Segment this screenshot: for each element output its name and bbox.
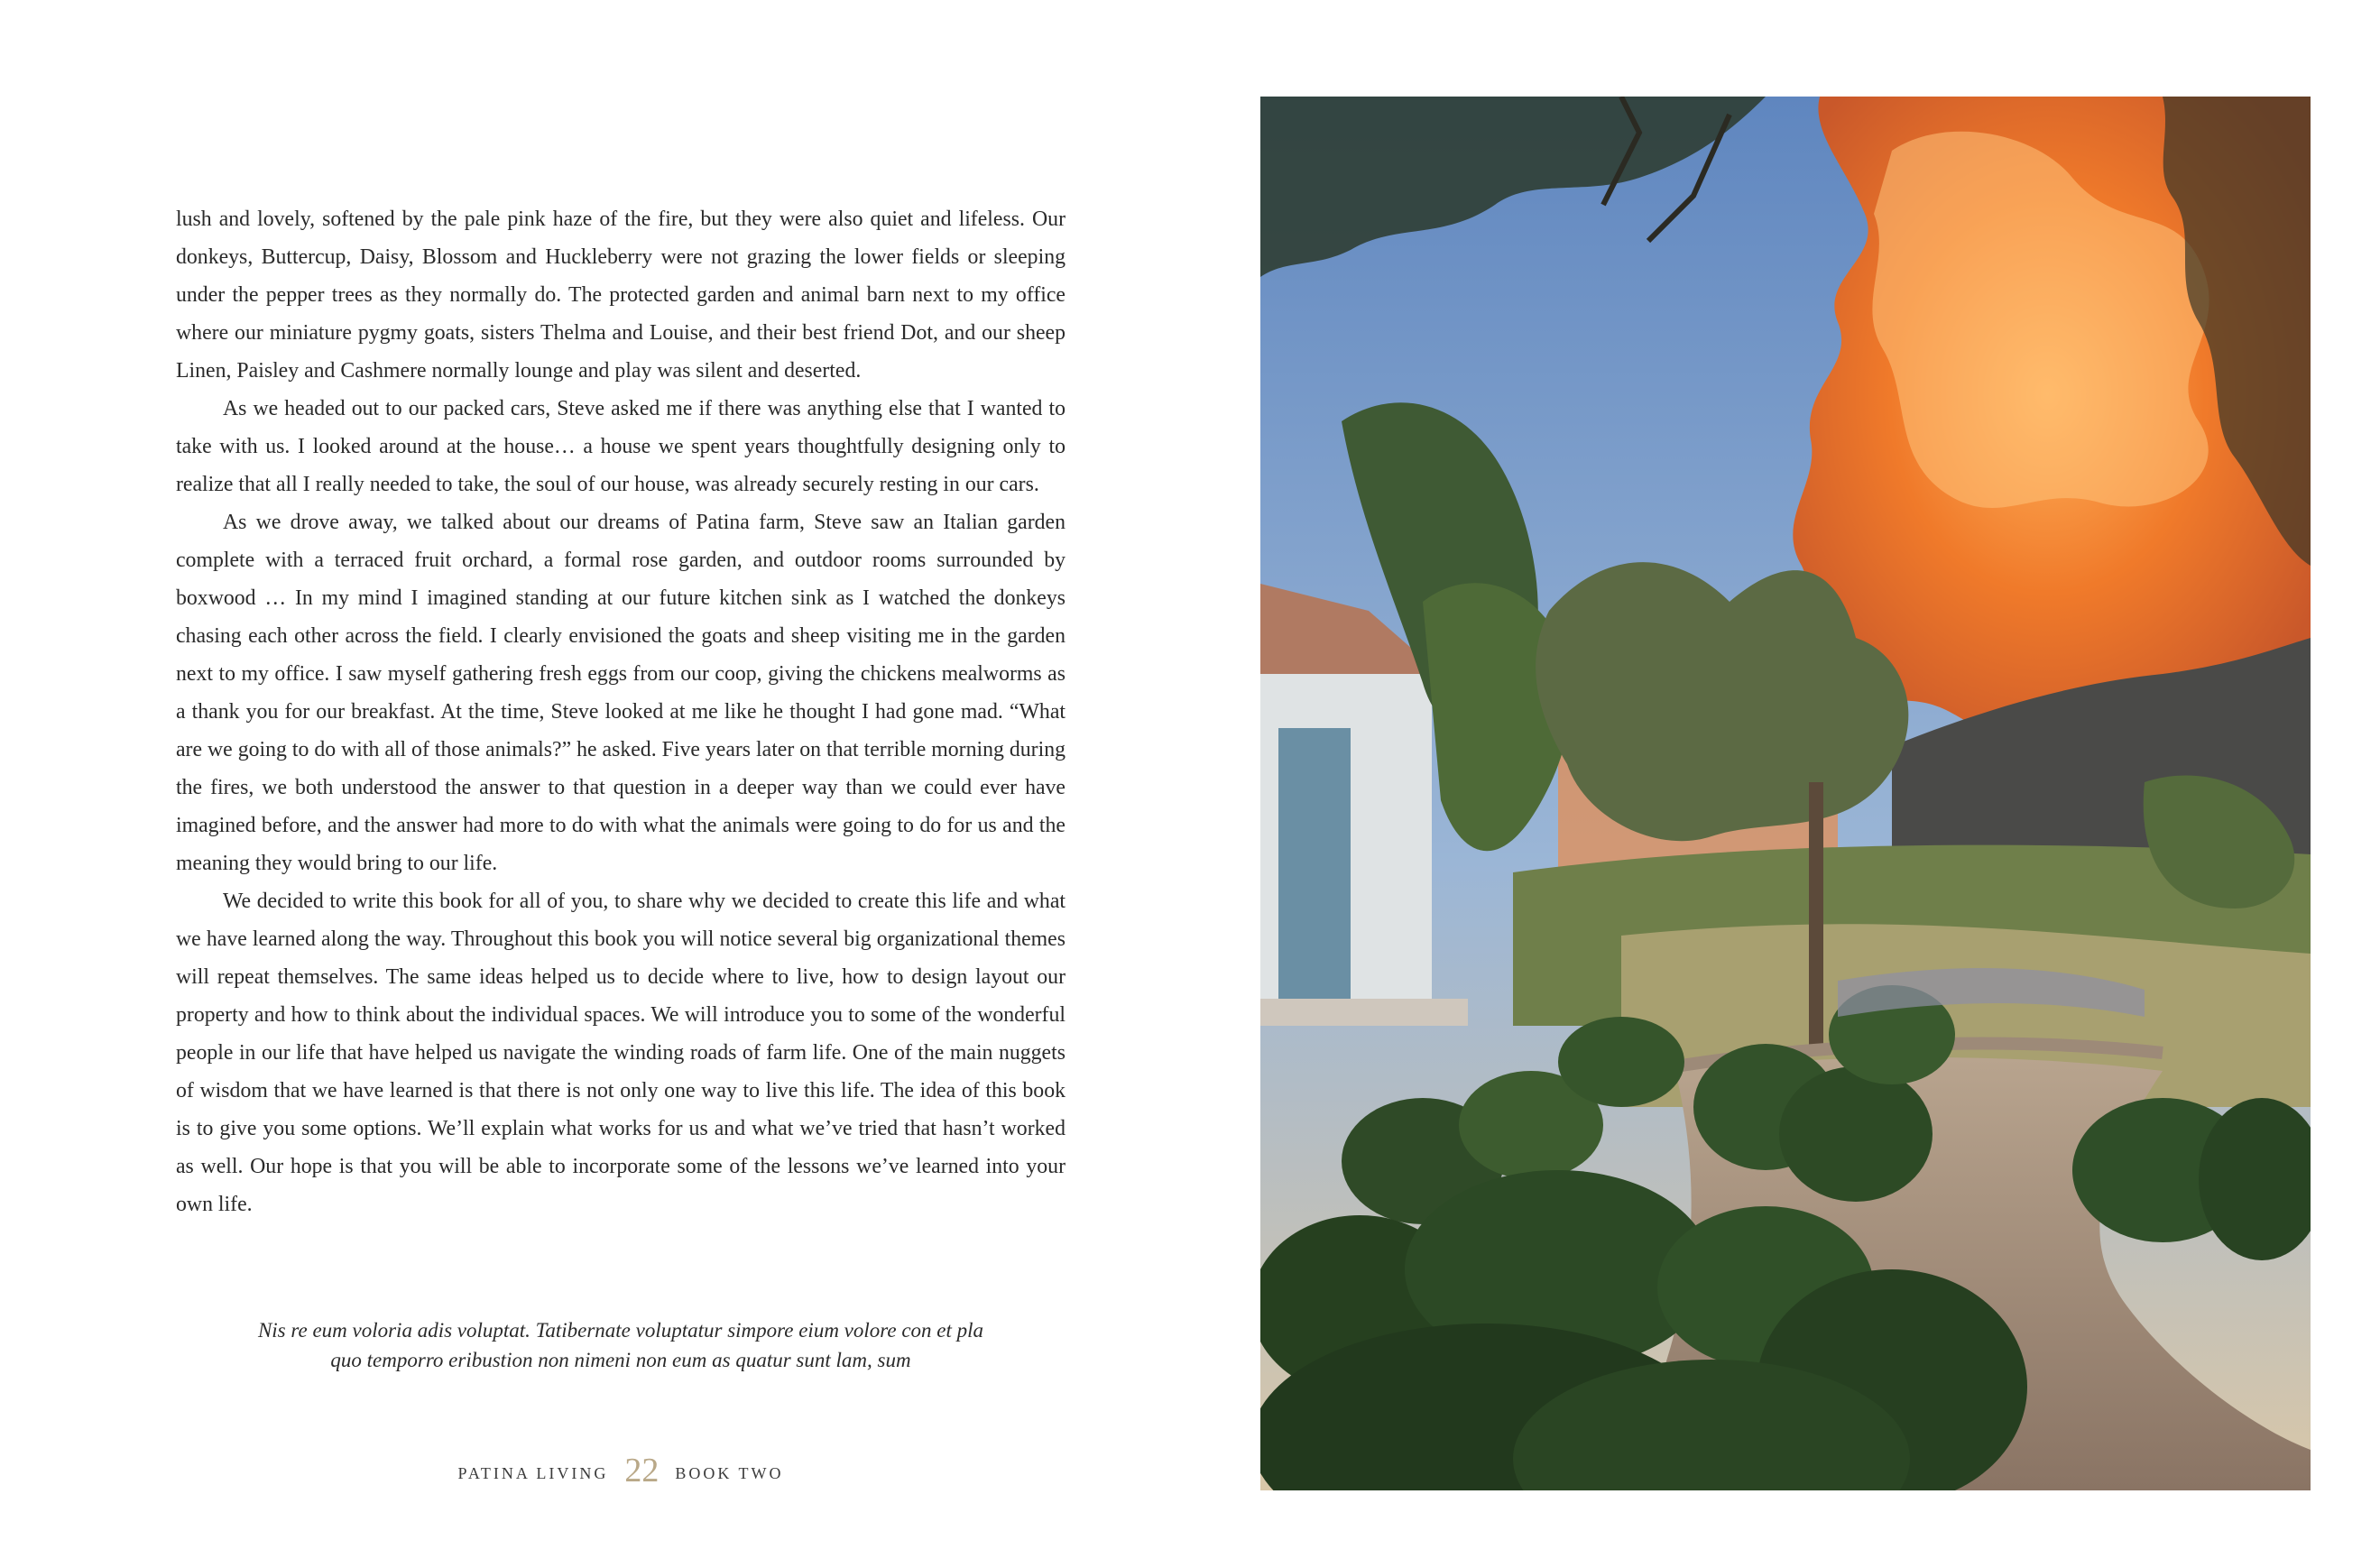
folio-title: PATINA LIVING [457, 1464, 609, 1482]
fire-garden-photo [1260, 97, 2311, 1490]
page-number: 22 [624, 1452, 660, 1490]
caption-line: quo temporro eribustion non nimeni non eum as quatur sunt lam, sum [330, 1349, 911, 1371]
photo-caption [176, 1315, 1065, 1375]
paragraph: As we headed out to our packed cars, Steve asked me if there was anything else that I wanted to take with us. I looked around at the house… a house we spent years thoughtfully designing only to realize that all I really needed to take, the soul of our house, was already securely resting in our cars. [176, 397, 1065, 496]
body-text [176, 200, 1065, 1223]
photo-illustration [1260, 97, 2311, 1490]
caption-line: Nis re eum voloria adis voluptat. Tatibernate voluptatur simpore eium volore con et pla [257, 1319, 984, 1342]
folio [176, 1451, 1065, 1490]
paragraph: lush and lovely, softened by the pale pink haze of the fire, but they were also quiet and lifeless. Our donkeys, Buttercup, Daisy, Blossom and Huckleberry were not grazing the lower fields or sleeping under the pepper trees as they normally do. The protected garden and animal barn next to my office where our miniature pygmy goats, sisters Thelma and Louise, and their best friend Dot, and our sheep Linen, Paisley and Cashmere normally lounge and play was silent and deserted. [176, 208, 1065, 383]
folio-book: BOOK TWO [675, 1464, 784, 1482]
paragraph: We decided to write this book for all of you, to share why we decided to create this life and what we have learned along the way. Throughout this book you will notice several big organizational themes will repeat themselves. The same ideas helped us to decide where to live, how to design layout our property and how to think about the individual spaces. We will introduce you to some of the wonderful people in our life that have helped us navigate the winding roads of farm life. One of the main nuggets of wisdom that we have learned is that there is not only one way to live this life. The idea of this book is to give you some options. We’ll explain what works for us and what we’ve tried that hasn’t worked as well. Our hope is that you will be able to incorporate some of the lessons we’ve learned into your own life. [176, 890, 1065, 1216]
paragraph: As we drove away, we talked about our dreams of Patina farm, Steve saw an Italian garden complete with a terraced fruit orchard, a formal rose garden, and outdoor rooms surrounded by boxwood … In my mind I imagined standing at our future kitchen sink as I watched the donkeys chasing each other across the field. I clearly envisioned the goats and sheep visiting me in the garden next to my office. I saw myself gathering fresh eggs from our coop, giving the chickens mealworms as a thank you for our breakfast. At the time, Steve looked at me like he thought I had gone mad. “What are we going to do with all of those animals?” he asked. Five years later on that terrible morning during the fires, we both understood the answer to that question in a deeper way than we could ever have imagined before, and the answer had more to do with what the animals were going to do for us and the meaning they would bring to our life. [176, 511, 1065, 875]
